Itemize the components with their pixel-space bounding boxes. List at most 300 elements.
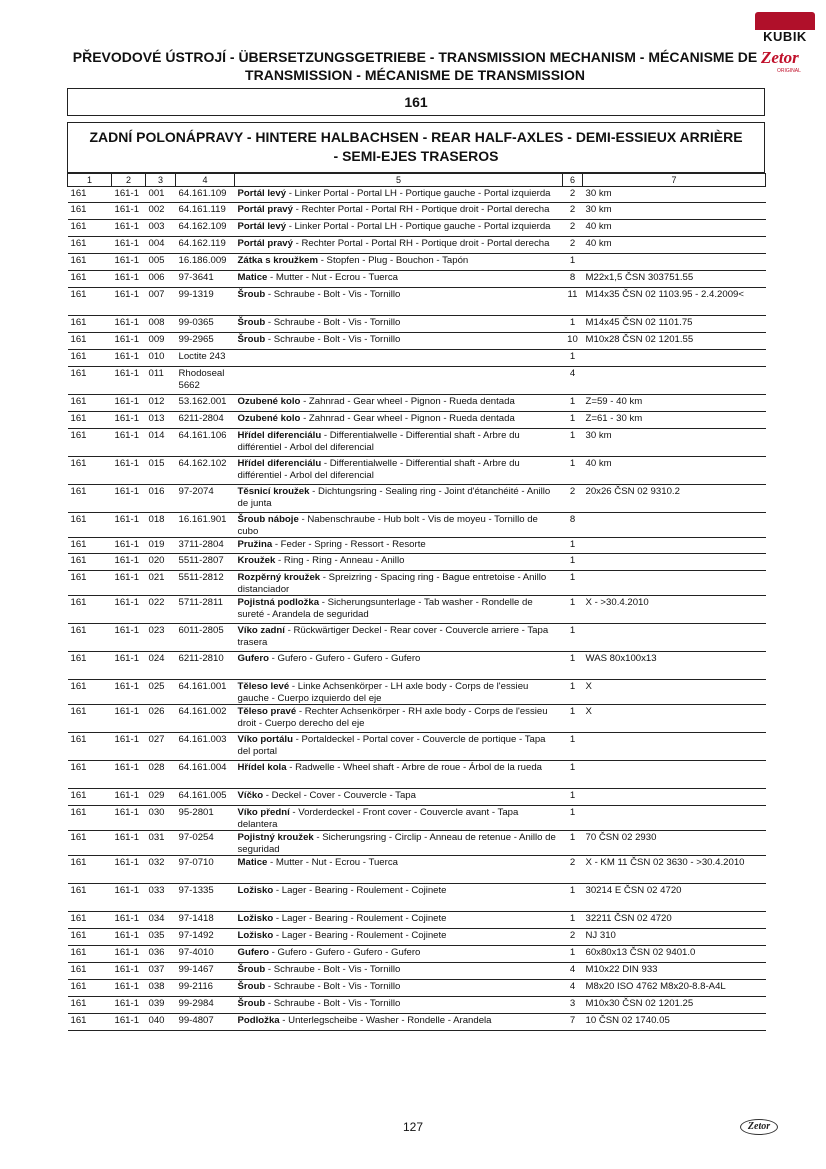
description-translations: - Differentialwelle - Differential shaft - Arbre du différentiel - Arbol del diferencial xyxy=(237,430,520,453)
cell-quantity: 1 xyxy=(563,761,583,789)
description-czech-name: Šroub xyxy=(237,317,266,328)
cell-note: 60x80x13 ČSN 02 9401.0 xyxy=(583,946,766,963)
cell-position: 025 xyxy=(146,680,176,705)
description-czech-name: Gufero xyxy=(237,947,269,958)
cell-description xyxy=(235,652,563,680)
description-czech-name: Šroub xyxy=(237,981,266,992)
description-translations: - Lager - Bearing - Roulement - Cojinete xyxy=(273,913,447,924)
cell-subgroup: 161-1 xyxy=(112,596,146,624)
cell-subgroup: 161-1 xyxy=(112,963,146,980)
cell-part-number: 99-1467 xyxy=(176,963,235,980)
cell-quantity: 1 xyxy=(563,680,583,705)
cell-subgroup: 161-1 xyxy=(112,316,146,333)
cell-subgroup: 161-1 xyxy=(112,254,146,271)
cell-description xyxy=(235,761,563,789)
column-header: 7 xyxy=(583,174,766,187)
cell-position: 021 xyxy=(146,571,176,596)
cell-description xyxy=(235,571,563,596)
table-row xyxy=(68,395,766,412)
cell-part-number: 64.161.004 xyxy=(176,761,235,789)
cell-position: 029 xyxy=(146,789,176,806)
description-translations: - Rechter Portal - Portal RH - Portique droit - Portal derecha xyxy=(292,238,550,249)
cell-position: 018 xyxy=(146,513,176,538)
cell-quantity: 1 xyxy=(563,316,583,333)
cell-position: 031 xyxy=(146,831,176,856)
cell-note: X - KM 11 ČSN 02 3630 - >30.4.2010 xyxy=(583,856,766,884)
description-translations: - Mutter - Nut - Ecrou - Tuerca xyxy=(267,272,398,283)
cell-note: 20x26 ČSN 02 9310.2 xyxy=(583,485,766,513)
cell-group: 161 xyxy=(68,203,112,220)
cell-description xyxy=(235,596,563,624)
description-czech-name: Šroub xyxy=(237,289,266,300)
table-row xyxy=(68,333,766,350)
cell-position: 007 xyxy=(146,288,176,316)
cell-group: 161 xyxy=(68,997,112,1014)
description-translations: - Feder - Spring - Ressort - Resorte xyxy=(272,539,426,550)
section-title: ZADNÍ POLONÁPRAVY - HINTERE HALBACHSEN - REAR HALF-AXLES - DEMI-ESSIEUX ARRIÈRE - SEMI-EJES TRASEROS xyxy=(89,129,743,164)
cell-quantity: 1 xyxy=(563,596,583,624)
cell-position: 039 xyxy=(146,997,176,1014)
cell-description xyxy=(235,333,563,350)
cell-quantity: 1 xyxy=(563,884,583,912)
description-translations: - Schraube - Bolt - Vis - Tornillo xyxy=(265,317,401,328)
description-czech-name: Šroub náboje xyxy=(237,514,299,525)
table-row xyxy=(68,997,766,1014)
cell-group: 161 xyxy=(68,254,112,271)
cell-description xyxy=(235,457,563,485)
cell-description xyxy=(235,412,563,429)
cell-group: 161 xyxy=(68,333,112,350)
cell-quantity: 2 xyxy=(563,929,583,946)
cell-position: 011 xyxy=(146,367,176,395)
cell-subgroup: 161-1 xyxy=(112,203,146,220)
cell-note xyxy=(583,513,766,538)
cell-subgroup: 161-1 xyxy=(112,271,146,288)
cell-group: 161 xyxy=(68,412,112,429)
cell-position: 034 xyxy=(146,912,176,929)
table-row xyxy=(68,485,766,513)
cell-description xyxy=(235,254,563,271)
cell-note xyxy=(583,789,766,806)
cell-group: 161 xyxy=(68,652,112,680)
cell-quantity: 1 xyxy=(563,429,583,457)
cell-part-number: 99-2965 xyxy=(176,333,235,350)
cell-position: 038 xyxy=(146,980,176,997)
cell-quantity: 1 xyxy=(563,789,583,806)
cell-part-number: 64.161.109 xyxy=(176,187,235,203)
cell-part-number: 3711-2804 xyxy=(176,538,235,554)
cell-subgroup: 161-1 xyxy=(112,350,146,367)
cell-part-number: 64.162.109 xyxy=(176,220,235,237)
cell-note xyxy=(583,367,766,395)
cell-quantity: 1 xyxy=(563,831,583,856)
cell-group: 161 xyxy=(68,912,112,929)
cell-note: Z=59 - 40 km xyxy=(583,395,766,412)
cell-subgroup: 161-1 xyxy=(112,705,146,733)
description-translations: - Radwelle - Wheel shaft - Arbre de roue - Árbol de la rueda xyxy=(286,762,542,773)
description-czech-name: Těleso levé xyxy=(237,681,290,692)
cell-group: 161 xyxy=(68,733,112,761)
cell-quantity: 1 xyxy=(563,412,583,429)
cell-group: 161 xyxy=(68,513,112,538)
column-header: 6 xyxy=(563,174,583,187)
cell-description xyxy=(235,288,563,316)
cell-subgroup: 161-1 xyxy=(112,652,146,680)
table-row xyxy=(68,367,766,395)
cell-group: 161 xyxy=(68,884,112,912)
table-row xyxy=(68,912,766,929)
cell-group: 161 xyxy=(68,571,112,596)
description-czech-name: Gufero xyxy=(237,653,269,664)
table-row xyxy=(68,705,766,733)
description-translations: - Zahnrad - Gear wheel - Pignon - Rueda dentada xyxy=(300,413,515,424)
cell-position: 015 xyxy=(146,457,176,485)
table-row xyxy=(68,761,766,789)
cell-position: 002 xyxy=(146,203,176,220)
cell-subgroup: 161-1 xyxy=(112,624,146,652)
cell-subgroup: 161-1 xyxy=(112,513,146,538)
description-translations: - Mutter - Nut - Ecrou - Tuerca xyxy=(267,857,398,868)
cell-part-number: 64.161.001 xyxy=(176,680,235,705)
cell-group: 161 xyxy=(68,596,112,624)
cell-note xyxy=(583,538,766,554)
cell-note: M10x30 ČSN 02 1201.25 xyxy=(583,997,766,1014)
cell-position: 004 xyxy=(146,237,176,254)
table-row xyxy=(68,980,766,997)
cell-quantity: 4 xyxy=(563,980,583,997)
description-translations: - Schraube - Bolt - Vis - Tornillo xyxy=(265,981,401,992)
group-number-box xyxy=(67,88,765,116)
cell-subgroup: 161-1 xyxy=(112,680,146,705)
cell-group: 161 xyxy=(68,705,112,733)
cell-part-number: 6211-2810 xyxy=(176,652,235,680)
cell-group: 161 xyxy=(68,429,112,457)
table-row xyxy=(68,237,766,254)
cell-group: 161 xyxy=(68,271,112,288)
cell-part-number: 97-1492 xyxy=(176,929,235,946)
description-czech-name: Šroub xyxy=(237,334,266,345)
description-czech-name: Pojistný kroužek xyxy=(237,832,314,843)
cell-description xyxy=(235,856,563,884)
table-row xyxy=(68,856,766,884)
cell-quantity: 2 xyxy=(563,485,583,513)
table-row xyxy=(68,963,766,980)
cell-description xyxy=(235,187,563,203)
cell-position: 003 xyxy=(146,220,176,237)
cell-note xyxy=(583,554,766,571)
cell-description xyxy=(235,367,563,395)
description-czech-name: Matice xyxy=(237,857,268,868)
cell-position: 022 xyxy=(146,596,176,624)
description-translations: - Schraube - Bolt - Vis - Tornillo xyxy=(265,334,401,345)
description-translations: - Differentialwelle - Differential shaft - Arbre du différentiel - Arbol del diferencial xyxy=(237,458,520,481)
cell-description xyxy=(235,350,563,367)
cell-note: 70 ČSN 02 2930 xyxy=(583,831,766,856)
table-row xyxy=(68,350,766,367)
cell-description xyxy=(235,789,563,806)
cell-group: 161 xyxy=(68,395,112,412)
cell-subgroup: 161-1 xyxy=(112,856,146,884)
cell-position: 008 xyxy=(146,316,176,333)
cell-description xyxy=(235,912,563,929)
kubik-zetor-logo xyxy=(755,12,815,74)
cell-description xyxy=(235,997,563,1014)
description-czech-name: Ložisko xyxy=(237,885,274,896)
cell-description xyxy=(235,980,563,997)
cell-position: 040 xyxy=(146,1014,176,1031)
description-translations: - Zahnrad - Gear wheel - Pignon - Rueda dentada xyxy=(300,396,515,407)
cell-group: 161 xyxy=(68,288,112,316)
cell-position: 019 xyxy=(146,538,176,554)
description-czech-name: Víko zadní xyxy=(237,625,285,636)
page-number: 127 xyxy=(402,1120,424,1134)
cell-subgroup: 161-1 xyxy=(112,220,146,237)
cell-quantity: 1 xyxy=(563,912,583,929)
description-czech-name: Ložisko xyxy=(237,913,274,924)
cell-group: 161 xyxy=(68,789,112,806)
cell-description xyxy=(235,316,563,333)
cell-subgroup: 161-1 xyxy=(112,554,146,571)
cell-quantity: 1 xyxy=(563,538,583,554)
description-czech-name: Šroub xyxy=(237,964,266,975)
cell-group: 161 xyxy=(68,831,112,856)
description-czech-name: Těleso pravé xyxy=(237,706,297,717)
table-row xyxy=(68,624,766,652)
cell-description xyxy=(235,1014,563,1031)
description-translations: - Nabenschraube - Hub bolt - Vis de moyeu - Tornillo de cubo xyxy=(237,514,538,537)
cell-quantity: 2 xyxy=(563,187,583,203)
cell-part-number: 97-0254 xyxy=(176,831,235,856)
cell-description xyxy=(235,220,563,237)
cell-subgroup: 161-1 xyxy=(112,761,146,789)
cell-part-number: 99-2984 xyxy=(176,997,235,1014)
description-czech-name: Víko portálu xyxy=(237,734,293,745)
description-czech-name: Podložka xyxy=(237,1015,280,1026)
cell-subgroup: 161-1 xyxy=(112,946,146,963)
parts-table xyxy=(67,173,766,1031)
table-row xyxy=(68,571,766,596)
description-translations: - Schraube - Bolt - Vis - Tornillo xyxy=(265,289,401,300)
cell-part-number: 16.161.901 xyxy=(176,513,235,538)
cell-quantity: 1 xyxy=(563,350,583,367)
description-czech-name: Hřídel diferenciálu xyxy=(237,430,322,441)
cell-subgroup: 161-1 xyxy=(112,333,146,350)
cell-note: 40 km xyxy=(583,220,766,237)
description-czech-name: Ozubené kolo xyxy=(237,396,301,407)
description-czech-name: Portál pravý xyxy=(237,238,293,249)
description-translations: - Linker Portal - Portal LH - Portique gauche - Portal izquierda xyxy=(286,221,551,232)
description-czech-name: Portál pravý xyxy=(237,204,293,215)
cell-note: X xyxy=(583,705,766,733)
cell-note: X xyxy=(583,680,766,705)
table-row xyxy=(68,831,766,856)
cell-part-number: Loctite 243 xyxy=(176,350,235,367)
description-translations: - Lager - Bearing - Roulement - Cojinete xyxy=(273,885,447,896)
cell-note: M10x28 ČSN 02 1201.55 xyxy=(583,333,766,350)
cell-note: X - >30.4.2010 xyxy=(583,596,766,624)
cell-group: 161 xyxy=(68,680,112,705)
cell-description xyxy=(235,705,563,733)
cell-part-number: 6211-2804 xyxy=(176,412,235,429)
cell-part-number: 64.161.005 xyxy=(176,789,235,806)
cell-part-number: 16.186.009 xyxy=(176,254,235,271)
cell-subgroup: 161-1 xyxy=(112,367,146,395)
cell-group: 161 xyxy=(68,367,112,395)
cell-subgroup: 161-1 xyxy=(112,929,146,946)
description-translations: - Schraube - Bolt - Vis - Tornillo xyxy=(265,964,401,975)
table-row xyxy=(68,680,766,705)
cell-note: 32211 ČSN 02 4720 xyxy=(583,912,766,929)
cell-subgroup: 161-1 xyxy=(112,884,146,912)
cell-description xyxy=(235,429,563,457)
column-header: 2 xyxy=(112,174,146,187)
table-row xyxy=(68,946,766,963)
cell-part-number: 64.161.002 xyxy=(176,705,235,733)
description-czech-name: Víčko xyxy=(237,790,264,801)
cell-description xyxy=(235,538,563,554)
table-row xyxy=(68,429,766,457)
cell-description xyxy=(235,884,563,912)
cell-group: 161 xyxy=(68,929,112,946)
cell-description xyxy=(235,485,563,513)
cell-subgroup: 161-1 xyxy=(112,912,146,929)
cell-quantity: 3 xyxy=(563,997,583,1014)
cell-part-number: 6011-2805 xyxy=(176,624,235,652)
description-translations: - Sicherungsunterlage - Tab washer - Rondelle de sureté - Arandela de seguridad xyxy=(237,597,533,620)
cell-part-number: 5711-2811 xyxy=(176,596,235,624)
cell-group: 161 xyxy=(68,806,112,831)
cell-quantity: 2 xyxy=(563,237,583,254)
description-czech-name: Kroužek xyxy=(237,555,276,566)
cell-part-number: 97-1418 xyxy=(176,912,235,929)
description-translations: - Linker Portal - Portal LH - Portique gauche - Portal izquierda xyxy=(286,188,551,199)
cell-quantity: 7 xyxy=(563,1014,583,1031)
cell-position: 005 xyxy=(146,254,176,271)
cell-part-number: 53.162.001 xyxy=(176,395,235,412)
zetor-footer-logo: Zetor xyxy=(740,1119,778,1135)
cell-group: 161 xyxy=(68,350,112,367)
cell-quantity: 1 xyxy=(563,652,583,680)
cell-group: 161 xyxy=(68,624,112,652)
cell-position: 030 xyxy=(146,806,176,831)
cell-position: 026 xyxy=(146,705,176,733)
cell-group: 161 xyxy=(68,538,112,554)
cell-subgroup: 161-1 xyxy=(112,187,146,203)
cell-position: 028 xyxy=(146,761,176,789)
cell-description xyxy=(235,831,563,856)
table-row xyxy=(68,457,766,485)
cell-position: 032 xyxy=(146,856,176,884)
cell-note: M22x1,5 ČSN 303751.55 xyxy=(583,271,766,288)
table-row xyxy=(68,1014,766,1031)
cell-group: 161 xyxy=(68,946,112,963)
description-translations: - Rechter Achsenkörper - RH axle body - Corps de l'essieu droit - Cuerpo derecho del eje xyxy=(237,706,548,729)
cell-note: M10x22 DIN 933 xyxy=(583,963,766,980)
table-row xyxy=(68,733,766,761)
cell-part-number: 97-2074 xyxy=(176,485,235,513)
cell-description xyxy=(235,806,563,831)
description-translations: - Unterlegscheibe - Washer - Rondelle - Arandela xyxy=(279,1015,492,1026)
cell-note: Z=61 - 30 km xyxy=(583,412,766,429)
cell-description xyxy=(235,929,563,946)
cell-position: 027 xyxy=(146,733,176,761)
cell-part-number: 5511-2807 xyxy=(176,554,235,571)
cell-group: 161 xyxy=(68,187,112,203)
cell-note xyxy=(583,733,766,761)
cell-part-number: 64.162.119 xyxy=(176,237,235,254)
cell-note: 30 km xyxy=(583,429,766,457)
description-czech-name: Pojistná podložka xyxy=(237,597,320,608)
column-header: 3 xyxy=(146,174,176,187)
description-translations: - Gufero - Gufero - Gufero - Gufero xyxy=(268,947,421,958)
cell-description xyxy=(235,946,563,963)
cell-group: 161 xyxy=(68,554,112,571)
page-title: PŘEVODOVÉ ÚSTROJÍ - ÜBERSETZUNGSGETRIEBE - TRANSMISSION MECHANISM - MÉCANISME DE TRANSMISSION - MÉCANISME DE TRANSMISSION xyxy=(72,49,758,83)
cell-note: M8x20 ISO 4762 M8x20-8.8-A4L xyxy=(583,980,766,997)
table-row xyxy=(68,884,766,912)
description-translations: - Ring - Ring - Anneau - Anillo xyxy=(275,555,405,566)
table-row xyxy=(68,513,766,538)
cell-group: 161 xyxy=(68,316,112,333)
cell-part-number: 97-3641 xyxy=(176,271,235,288)
cell-subgroup: 161-1 xyxy=(112,733,146,761)
description-czech-name: Víko přední xyxy=(237,807,290,818)
cell-position: 020 xyxy=(146,554,176,571)
table-row xyxy=(68,929,766,946)
description-translations: - Spreizring - Spacing ring - Bague entretoise - Anillo distanciador xyxy=(237,572,547,595)
cell-group: 161 xyxy=(68,856,112,884)
table-row xyxy=(68,316,766,333)
cell-subgroup: 161-1 xyxy=(112,485,146,513)
table-row xyxy=(68,220,766,237)
cell-quantity: 2 xyxy=(563,856,583,884)
cell-position: 009 xyxy=(146,333,176,350)
table-header-row xyxy=(68,174,766,187)
description-czech-name: Těsnicí kroužek xyxy=(237,486,310,497)
table-row xyxy=(68,288,766,316)
section-title-box xyxy=(67,122,765,173)
description-translations: - Vorderdeckel - Front cover - Couvercle avant - Tapa delantera xyxy=(237,807,519,830)
description-czech-name: Pružina xyxy=(237,539,273,550)
description-translations: - Gufero - Gufero - Gufero - Gufero xyxy=(268,653,421,664)
cell-note: NJ 310 xyxy=(583,929,766,946)
cell-note xyxy=(583,806,766,831)
cell-position: 035 xyxy=(146,929,176,946)
cell-note: M14x35 ČSN 02 1103.95 - 2.4.2009< xyxy=(583,288,766,316)
cell-position: 024 xyxy=(146,652,176,680)
cell-quantity: 10 xyxy=(563,333,583,350)
description-czech-name: Zátka s kroužkem xyxy=(237,255,319,266)
cell-description xyxy=(235,624,563,652)
cell-note xyxy=(583,254,766,271)
cell-subgroup: 161-1 xyxy=(112,571,146,596)
cell-subgroup: 161-1 xyxy=(112,1014,146,1031)
cell-position: 036 xyxy=(146,946,176,963)
zetor-logo-subtext: ORIGINAL xyxy=(777,68,801,74)
cell-quantity: 1 xyxy=(563,457,583,485)
cell-description xyxy=(235,513,563,538)
cell-part-number: 64.162.102 xyxy=(176,457,235,485)
cell-subgroup: 161-1 xyxy=(112,237,146,254)
cell-subgroup: 161-1 xyxy=(112,429,146,457)
cell-part-number: 5511-2812 xyxy=(176,571,235,596)
cell-group: 161 xyxy=(68,485,112,513)
cell-subgroup: 161-1 xyxy=(112,789,146,806)
cell-description xyxy=(235,733,563,761)
cell-description xyxy=(235,203,563,220)
cell-position: 001 xyxy=(146,187,176,203)
cell-note: 40 km xyxy=(583,457,766,485)
